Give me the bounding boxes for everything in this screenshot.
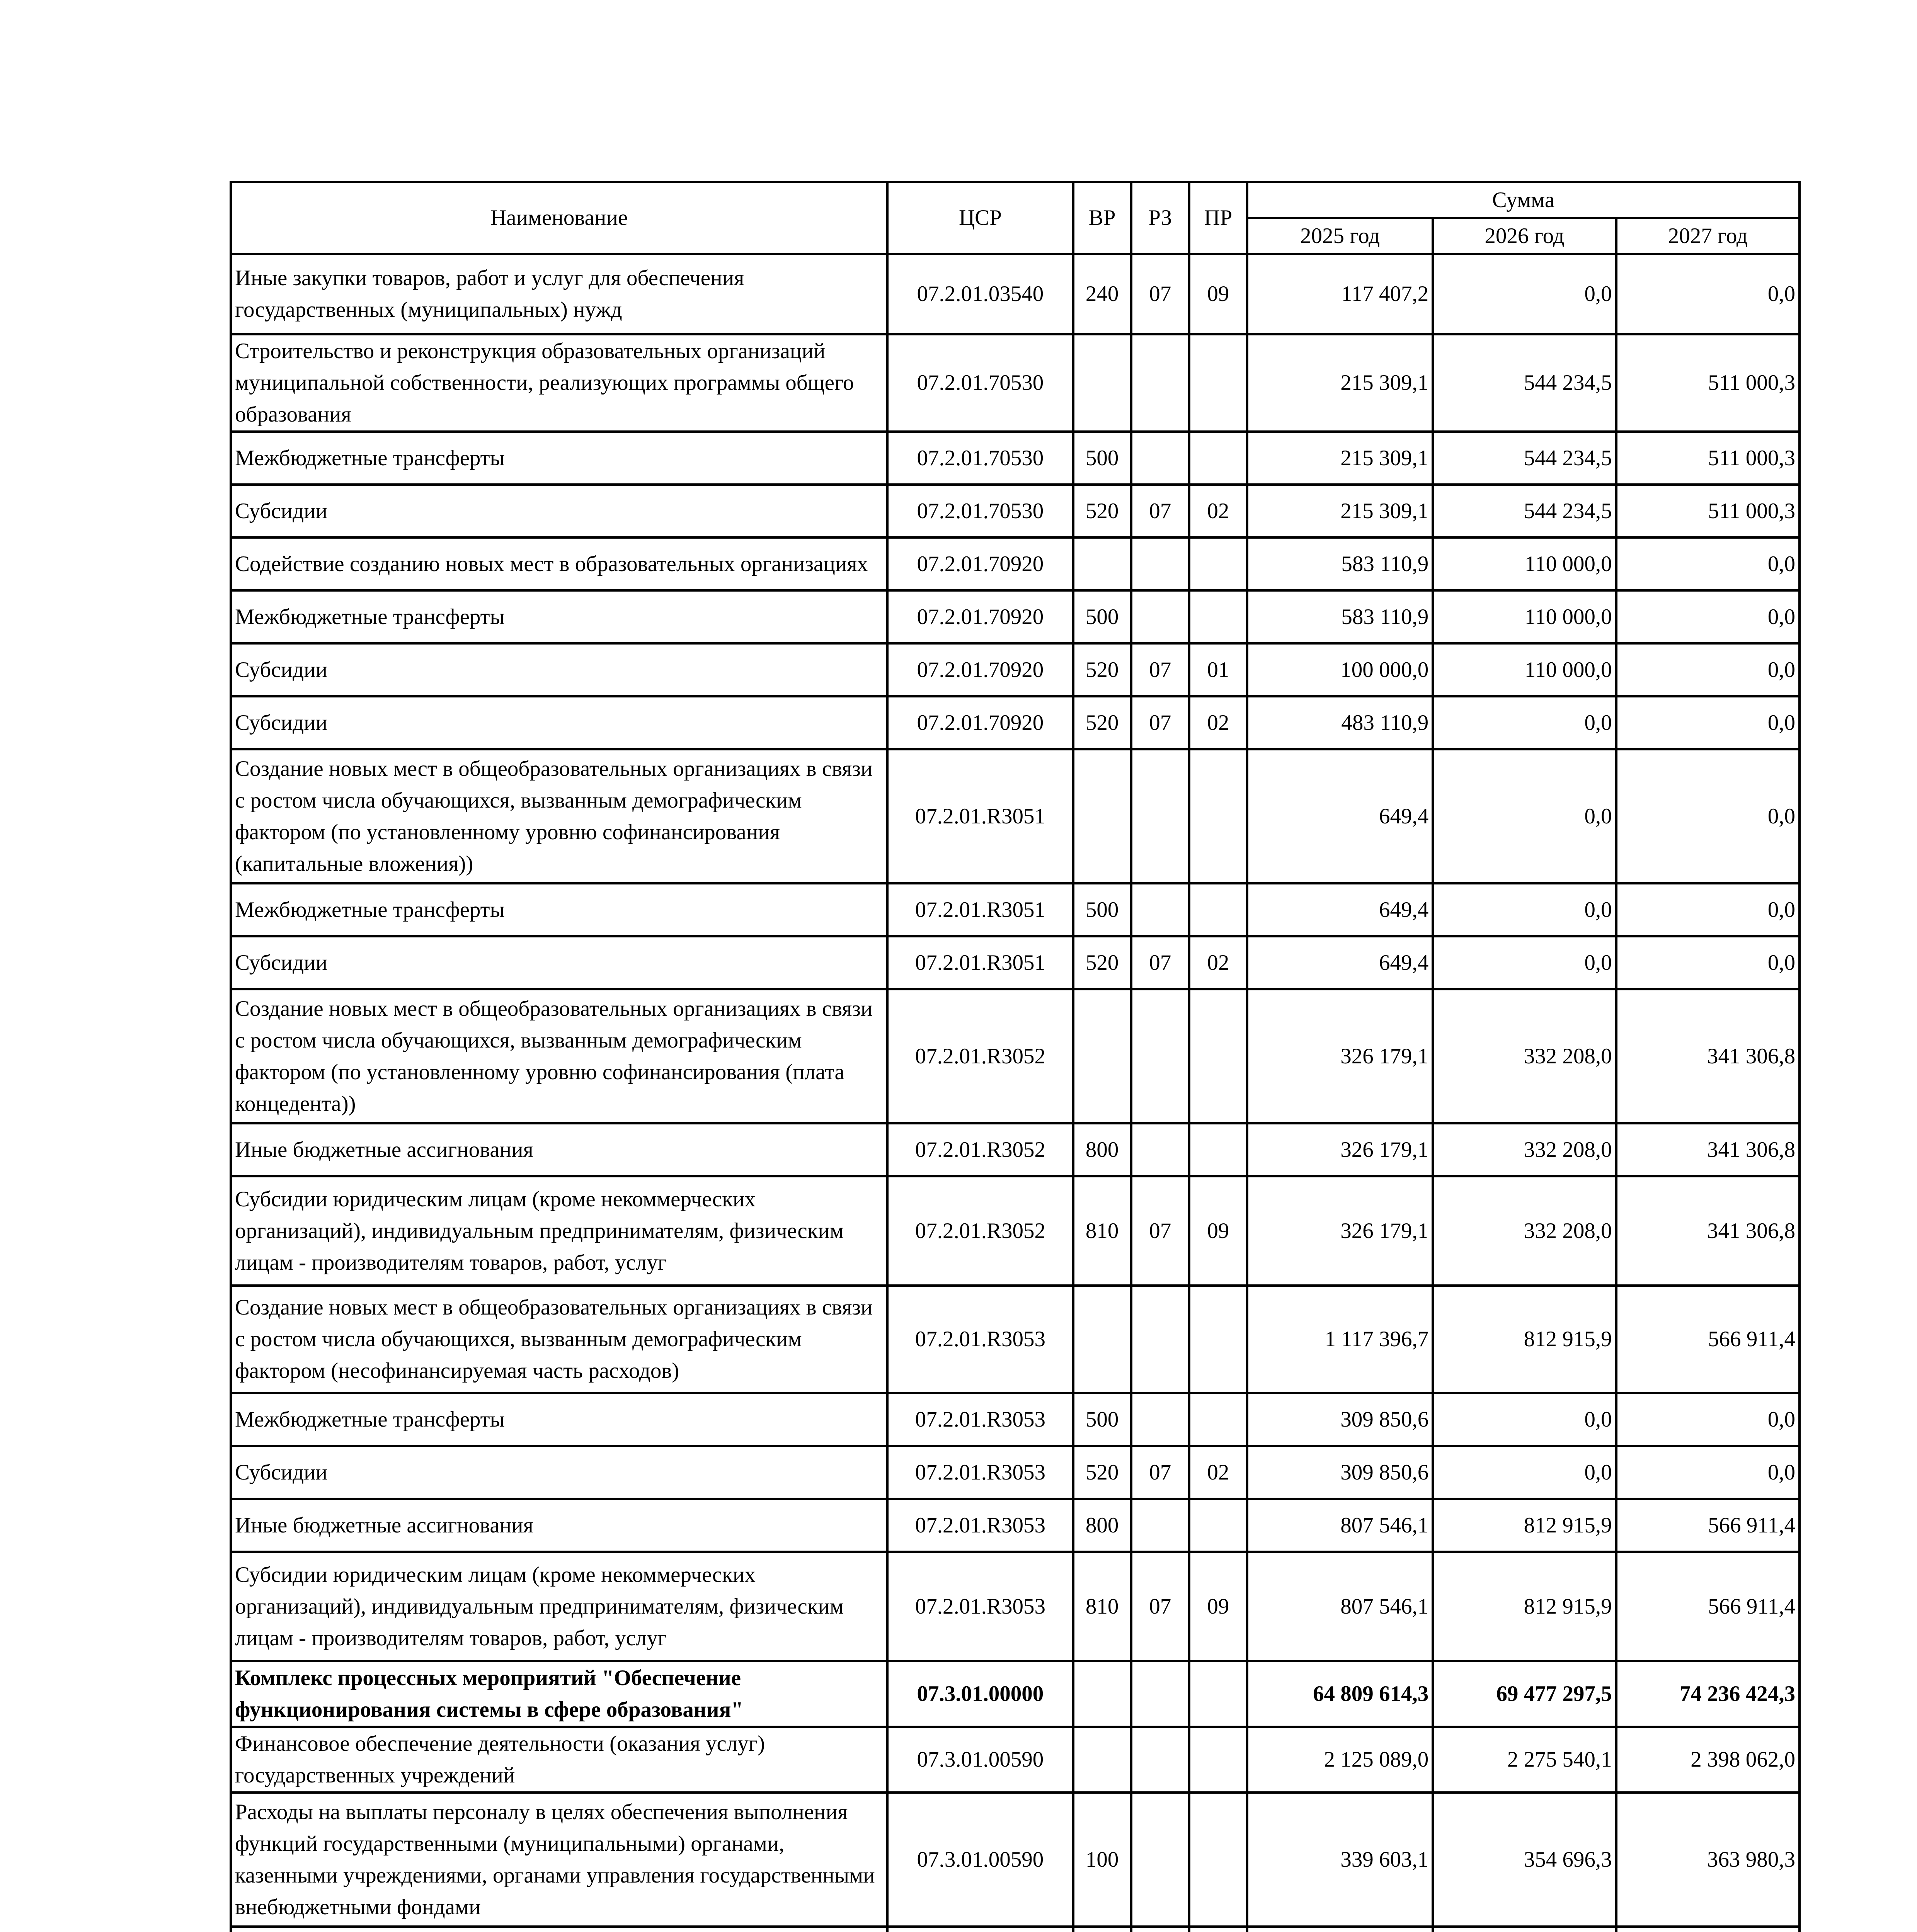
- cell-name: Межбюджетные трансферты: [231, 883, 887, 936]
- cell-vr: 500: [1073, 590, 1131, 643]
- table-row: [231, 1552, 1800, 1661]
- cell-csr: 07.2.01.70530: [887, 432, 1073, 485]
- cell-2027: 341 306,8: [1616, 1176, 1800, 1286]
- cell-csr: 07.2.01.R3051: [887, 883, 1073, 936]
- cell-pr: [1189, 1927, 1247, 1932]
- cell-csr: 07.2.01.R3051: [887, 749, 1073, 883]
- cell-name: Субсидии: [231, 643, 887, 696]
- cell-2026: 0,0: [1433, 696, 1616, 749]
- table-row: [231, 590, 1800, 643]
- cell-rz: [1131, 537, 1189, 590]
- cell-vr: 810: [1073, 1552, 1131, 1661]
- cell-vr: 810: [1073, 1176, 1131, 1286]
- cell-2027: [1616, 1927, 1800, 1932]
- table-row: [231, 254, 1800, 334]
- cell-rz: [1131, 1927, 1189, 1932]
- cell-rz: [1131, 1727, 1189, 1793]
- cell-2025: [1247, 1927, 1433, 1932]
- header-vr: ВР: [1073, 182, 1131, 254]
- cell-2026: 0,0: [1433, 749, 1616, 883]
- cell-pr: [1189, 749, 1247, 883]
- cell-rz: [1131, 334, 1189, 432]
- cell-csr: 07.2.01.R3052: [887, 1176, 1073, 1286]
- cell-2027: 0,0: [1616, 590, 1800, 643]
- cell-name: Финансовое обеспечение деятельности (оказания услуг) государственных учреждений: [231, 1727, 887, 1793]
- cell-rz: [1131, 1123, 1189, 1176]
- cell-name: Субсидии юридическим лицам (кроме некоммерческих организаций), индивидуальным предпринимателям, физическим лицам - производителям товаров, работ, услуг: [231, 1552, 887, 1661]
- cell-csr: 07.2.01.R3052: [887, 989, 1073, 1123]
- cell-pr: [1189, 1661, 1247, 1727]
- table-row: [231, 936, 1800, 989]
- cell-name: Строительство и реконструкция образовательных организаций муниципальной собственности, реализующих программы общего образования: [231, 334, 887, 432]
- cell-2027: 511 000,3: [1616, 334, 1800, 432]
- cell-csr: 07.3.01.00590: [887, 1793, 1073, 1927]
- cell-2027: 0,0: [1616, 696, 1800, 749]
- table-row: [231, 485, 1800, 537]
- cell-pr: 02: [1189, 485, 1247, 537]
- cell-vr: [1073, 989, 1131, 1123]
- table-header: [231, 182, 1800, 254]
- cell-2027: 363 980,3: [1616, 1793, 1800, 1927]
- cell-2026: 0,0: [1433, 1446, 1616, 1499]
- cell-pr: 01: [1189, 643, 1247, 696]
- cell-csr: 07.2.01.R3053: [887, 1286, 1073, 1393]
- cell-name: Межбюджетные трансферты: [231, 590, 887, 643]
- cell-2025: 583 110,9: [1247, 537, 1433, 590]
- cell-rz: [1131, 1793, 1189, 1927]
- cell-rz: [1131, 749, 1189, 883]
- cell-2027: 0,0: [1616, 1393, 1800, 1446]
- header-year-2025: 2025 год: [1247, 218, 1433, 254]
- table-row: [231, 989, 1800, 1123]
- cell-pr: [1189, 1123, 1247, 1176]
- cell-2026: 110 000,0: [1433, 537, 1616, 590]
- cell-2026: 332 208,0: [1433, 989, 1616, 1123]
- cell-2026: 544 234,5: [1433, 485, 1616, 537]
- cell-2027: 0,0: [1616, 254, 1800, 334]
- table-body: [231, 254, 1800, 1932]
- table-row: [231, 1499, 1800, 1552]
- cell-vr: 520: [1073, 696, 1131, 749]
- budget-table: [230, 181, 1801, 1932]
- cell-rz: 07: [1131, 936, 1189, 989]
- cell-pr: [1189, 989, 1247, 1123]
- cell-name: Расходы на выплаты персоналу в целях обеспечения выполнения функций государственными (муниципальными) органами, казенными учреждениями, органами управления государственными внебюджетными фондами: [231, 1793, 887, 1927]
- cell-rz: [1131, 1286, 1189, 1393]
- cell-2025: 215 309,1: [1247, 485, 1433, 537]
- header-name: Наименование: [231, 182, 887, 254]
- cell-rz: 07: [1131, 485, 1189, 537]
- header-sum: Сумма: [1247, 182, 1800, 218]
- cell-2027: 566 911,4: [1616, 1499, 1800, 1552]
- cell-pr: [1189, 1286, 1247, 1393]
- cell-rz: 07: [1131, 254, 1189, 334]
- cell-name: Иные бюджетные ассигнования: [231, 1123, 887, 1176]
- cell-pr: 09: [1189, 1176, 1247, 1286]
- cell-vr: 800: [1073, 1123, 1131, 1176]
- cell-name: Межбюджетные трансферты: [231, 1393, 887, 1446]
- cell-name: Создание новых мест в общеобразовательных организациях в связи с ростом числа обучающихся, вызванным демографическим фактором (несофинансируемая часть расходов): [231, 1286, 887, 1393]
- cell-2027: 0,0: [1616, 936, 1800, 989]
- table-row: [231, 643, 1800, 696]
- cell-csr: 07.2.01.R3053: [887, 1393, 1073, 1446]
- cell-2025: 309 850,6: [1247, 1393, 1433, 1446]
- cell-pr: [1189, 1393, 1247, 1446]
- cell-name: Комплекс процессных мероприятий "Обеспечение функционирования системы в сфере образования": [231, 1661, 887, 1727]
- table-row: [231, 1176, 1800, 1286]
- cell-2027: 511 000,3: [1616, 485, 1800, 537]
- cell-2025: 2 125 089,0: [1247, 1727, 1433, 1793]
- cell-vr: 520: [1073, 643, 1131, 696]
- cell-name: Субсидии юридическим лицам (кроме некоммерческих организаций), индивидуальным предпринимателям, физическим лицам - производителям товаров, работ, услуг: [231, 1176, 887, 1286]
- header-pr: ПР: [1189, 182, 1247, 254]
- cell-vr: 520: [1073, 485, 1131, 537]
- cell-pr: [1189, 334, 1247, 432]
- cell-2025: 649,4: [1247, 883, 1433, 936]
- cell-rz: [1131, 432, 1189, 485]
- cell-name: Создание новых мест в общеобразовательных организациях в связи с ростом числа обучающихся, вызванным демографическим фактором (по установленному уровню софинансирования (капитальные вложения)): [231, 749, 887, 883]
- cell-csr: 07.3.01.00590: [887, 1727, 1073, 1793]
- cell-vr: 520: [1073, 936, 1131, 989]
- cell-2026: 812 915,9: [1433, 1499, 1616, 1552]
- cell-vr: 240: [1073, 254, 1131, 334]
- cell-name: Содействие созданию новых мест в образовательных организациях: [231, 537, 887, 590]
- table-row: [231, 696, 1800, 749]
- cell-vr: [1073, 1927, 1131, 1932]
- cell-csr: 07.2.01.70920: [887, 537, 1073, 590]
- table-row: [231, 1393, 1800, 1446]
- table-row: [231, 334, 1800, 432]
- cell-csr: 07.2.01.R3052: [887, 1123, 1073, 1176]
- cell-rz: 07: [1131, 696, 1189, 749]
- cell-vr: [1073, 1661, 1131, 1727]
- cell-csr: 07.2.01.R3053: [887, 1499, 1073, 1552]
- table-row: [231, 749, 1800, 883]
- cell-2025: 649,4: [1247, 749, 1433, 883]
- cell-2027: 0,0: [1616, 537, 1800, 590]
- cell-csr: 07.2.01.R3053: [887, 1552, 1073, 1661]
- cell-2027: 0,0: [1616, 883, 1800, 936]
- cell-vr: 800: [1073, 1499, 1131, 1552]
- table-row: [231, 1727, 1800, 1793]
- cell-rz: [1131, 989, 1189, 1123]
- cell-2026: 0,0: [1433, 883, 1616, 936]
- cell-rz: [1131, 1499, 1189, 1552]
- cell-rz: 07: [1131, 1176, 1189, 1286]
- cell-2026: 332 208,0: [1433, 1123, 1616, 1176]
- table-row: [231, 1286, 1800, 1393]
- cell-2025: 483 110,9: [1247, 696, 1433, 749]
- cell-csr: 07.2.01.03540: [887, 254, 1073, 334]
- cell-2026: 544 234,5: [1433, 334, 1616, 432]
- header-rz: РЗ: [1131, 182, 1189, 254]
- cell-2026: 332 208,0: [1433, 1176, 1616, 1286]
- cell-2025: 326 179,1: [1247, 1176, 1433, 1286]
- cell-vr: 520: [1073, 1446, 1131, 1499]
- cell-rz: 07: [1131, 643, 1189, 696]
- cell-2026: 110 000,0: [1433, 590, 1616, 643]
- cell-2027: 566 911,4: [1616, 1552, 1800, 1661]
- table-row: [231, 1123, 1800, 1176]
- cell-csr: [887, 1927, 1073, 1932]
- cell-2026: 354 696,3: [1433, 1793, 1616, 1927]
- cell-2027: 0,0: [1616, 643, 1800, 696]
- table-row: [231, 883, 1800, 936]
- cell-name: Создание новых мест в общеобразовательных организациях в связи с ростом числа обучающихся, вызванным демографическим фактором (по установленному уровню софинансирования (плата концедента)): [231, 989, 887, 1123]
- cell-pr: [1189, 1727, 1247, 1793]
- cell-vr: [1073, 1286, 1131, 1393]
- cell-vr: [1073, 1727, 1131, 1793]
- cell-2026: 0,0: [1433, 1393, 1616, 1446]
- cell-2027: 341 306,8: [1616, 989, 1800, 1123]
- cell-name: Субсидии: [231, 696, 887, 749]
- cell-pr: 09: [1189, 1552, 1247, 1661]
- cell-2026: 2 275 540,1: [1433, 1727, 1616, 1793]
- budget-table-container: [230, 181, 1801, 1932]
- header-year-2027: 2027 год: [1616, 218, 1800, 254]
- cell-rz: [1131, 883, 1189, 936]
- cell-2027: 2 398 062,0: [1616, 1727, 1800, 1793]
- cell-csr: 07.3.01.00000: [887, 1661, 1073, 1727]
- cell-2025: 649,4: [1247, 936, 1433, 989]
- table-row: [231, 1927, 1800, 1932]
- table-row: [231, 1661, 1800, 1727]
- cell-2026: 0,0: [1433, 936, 1616, 989]
- cell-vr: [1073, 537, 1131, 590]
- cell-csr: 07.2.01.70530: [887, 334, 1073, 432]
- cell-name: Межбюджетные трансферты: [231, 432, 887, 485]
- cell-name: Иные бюджетные ассигнования: [231, 1499, 887, 1552]
- cell-pr: 02: [1189, 696, 1247, 749]
- cell-csr: 07.2.01.70920: [887, 643, 1073, 696]
- cell-name: [231, 1927, 887, 1932]
- cell-vr: [1073, 334, 1131, 432]
- cell-2026: 812 915,9: [1433, 1286, 1616, 1393]
- cell-name: Субсидии: [231, 936, 887, 989]
- cell-2025: 215 309,1: [1247, 334, 1433, 432]
- cell-2026: 812 915,9: [1433, 1552, 1616, 1661]
- cell-2025: 215 309,1: [1247, 432, 1433, 485]
- cell-2027: 74 236 424,3: [1616, 1661, 1800, 1727]
- table-row: [231, 1793, 1800, 1927]
- cell-vr: 500: [1073, 432, 1131, 485]
- cell-2025: 1 117 396,7: [1247, 1286, 1433, 1393]
- cell-name: Субсидии: [231, 485, 887, 537]
- cell-2025: 339 603,1: [1247, 1793, 1433, 1927]
- cell-csr: 07.2.01.70530: [887, 485, 1073, 537]
- cell-2025: 583 110,9: [1247, 590, 1433, 643]
- cell-pr: 09: [1189, 254, 1247, 334]
- cell-2027: 0,0: [1616, 1446, 1800, 1499]
- table-row: [231, 537, 1800, 590]
- cell-2026: 69 477 297,5: [1433, 1661, 1616, 1727]
- cell-2025: 807 546,1: [1247, 1499, 1433, 1552]
- cell-2025: 326 179,1: [1247, 989, 1433, 1123]
- cell-pr: [1189, 432, 1247, 485]
- cell-pr: 02: [1189, 1446, 1247, 1499]
- cell-pr: [1189, 1499, 1247, 1552]
- cell-2027: 511 000,3: [1616, 432, 1800, 485]
- cell-2026: [1433, 1927, 1616, 1932]
- cell-rz: [1131, 1661, 1189, 1727]
- cell-pr: [1189, 590, 1247, 643]
- cell-name: Субсидии: [231, 1446, 887, 1499]
- cell-2025: 326 179,1: [1247, 1123, 1433, 1176]
- cell-rz: [1131, 590, 1189, 643]
- cell-2026: 0,0: [1433, 254, 1616, 334]
- cell-2026: 110 000,0: [1433, 643, 1616, 696]
- cell-pr: [1189, 537, 1247, 590]
- table-row: [231, 1446, 1800, 1499]
- cell-vr: [1073, 749, 1131, 883]
- cell-2025: 309 850,6: [1247, 1446, 1433, 1499]
- cell-rz: 07: [1131, 1552, 1189, 1661]
- cell-vr: 100: [1073, 1793, 1131, 1927]
- cell-csr: 07.2.01.R3053: [887, 1446, 1073, 1499]
- cell-rz: 07: [1131, 1446, 1189, 1499]
- cell-2027: 566 911,4: [1616, 1286, 1800, 1393]
- cell-pr: 02: [1189, 936, 1247, 989]
- cell-2027: 0,0: [1616, 749, 1800, 883]
- cell-rz: [1131, 1393, 1189, 1446]
- table-row: [231, 432, 1800, 485]
- cell-csr: 07.2.01.70920: [887, 696, 1073, 749]
- cell-name: Иные закупки товаров, работ и услуг для обеспечения государственных (муниципальных) нужд: [231, 254, 887, 334]
- cell-pr: [1189, 883, 1247, 936]
- cell-pr: [1189, 1793, 1247, 1927]
- header-year-2026: 2026 год: [1433, 218, 1616, 254]
- cell-csr: 07.2.01.70920: [887, 590, 1073, 643]
- cell-2025: 64 809 614,3: [1247, 1661, 1433, 1727]
- cell-2025: 807 546,1: [1247, 1552, 1433, 1661]
- cell-vr: 500: [1073, 883, 1131, 936]
- header-csr: ЦСР: [887, 182, 1073, 254]
- cell-csr: 07.2.01.R3051: [887, 936, 1073, 989]
- cell-2026: 544 234,5: [1433, 432, 1616, 485]
- cell-2027: 341 306,8: [1616, 1123, 1800, 1176]
- cell-vr: 500: [1073, 1393, 1131, 1446]
- cell-2025: 100 000,0: [1247, 643, 1433, 696]
- cell-2025: 117 407,2: [1247, 254, 1433, 334]
